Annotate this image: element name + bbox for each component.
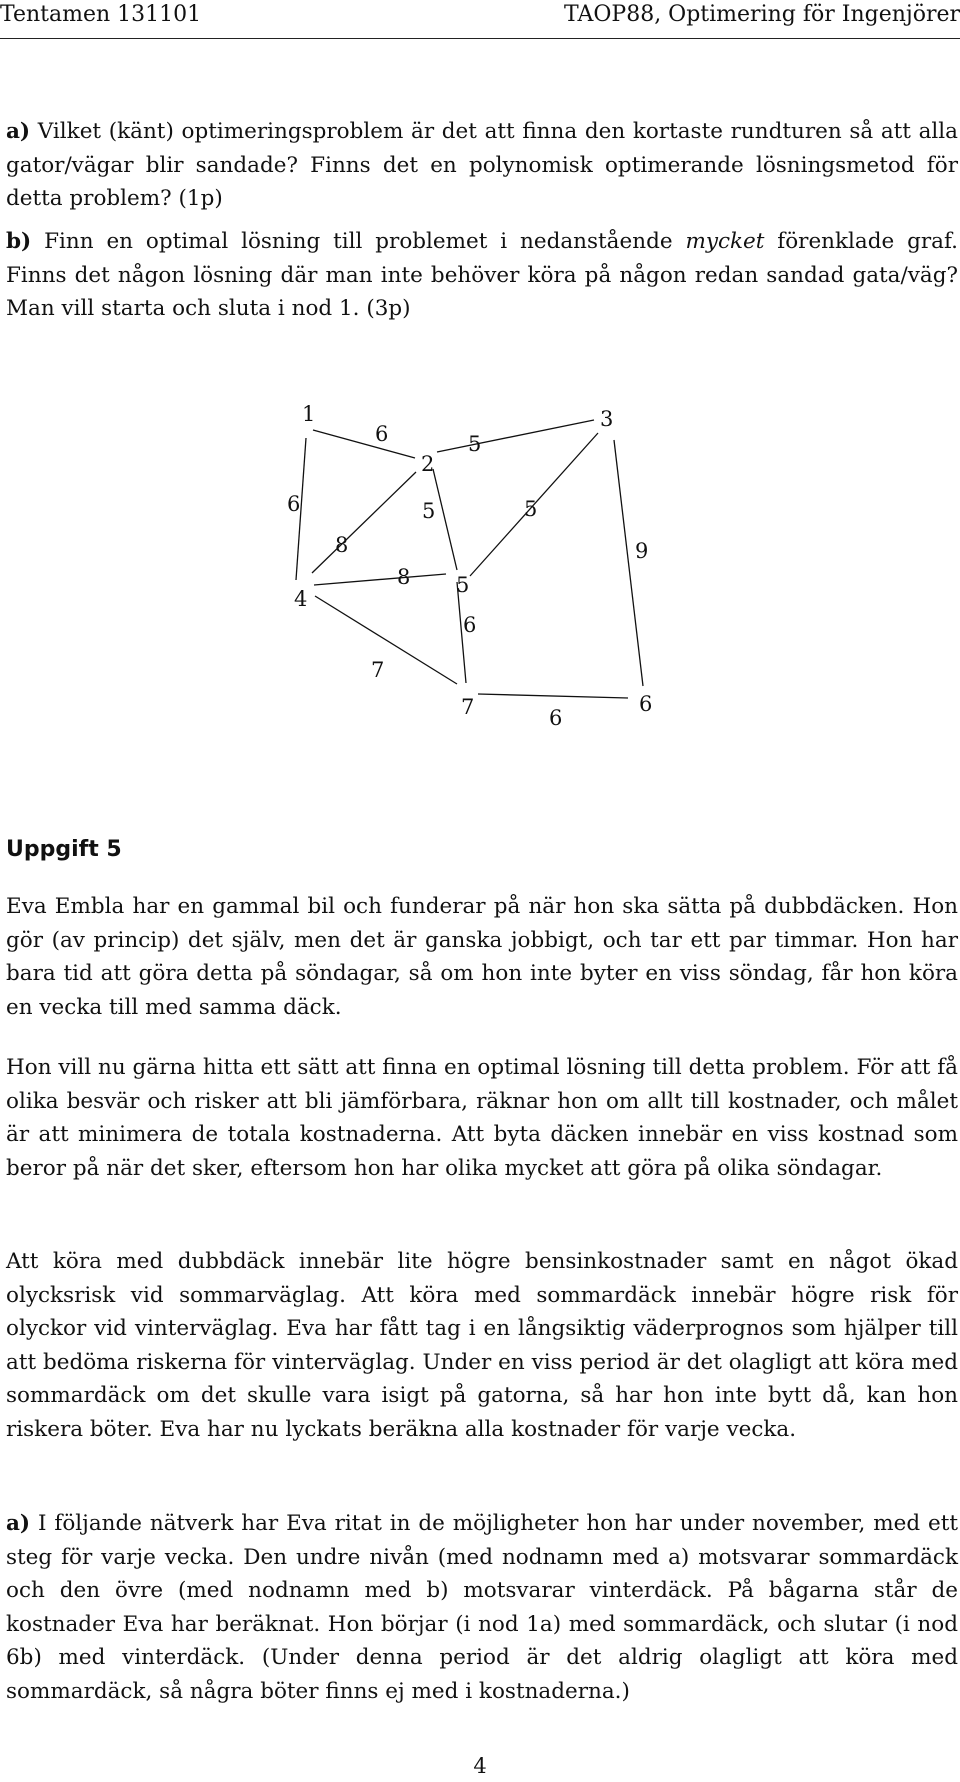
graph-edges bbox=[296, 420, 643, 698]
weight-2-5: 5 bbox=[422, 499, 436, 523]
node-2: 2 bbox=[421, 452, 435, 476]
part-b-text-1: Finn en optimal lösning till problemet i nedanstående bbox=[31, 229, 686, 254]
question-part-b bbox=[6, 225, 958, 326]
edge-4-5 bbox=[314, 574, 446, 585]
weight-4-7: 7 bbox=[371, 658, 385, 682]
part-b-italic: mycket bbox=[685, 229, 765, 254]
paragraph-4-text: I följande nätverk har Eva ritat in de möjligheter hon har under november, med ett steg för varje vecka. Den undre nivån (med nodnamn med a) motsvarar sommardäck och den övre (med nodnamn med b) motsvarar vinterdäck. På bågarna står de kostnader Eva har beräknat. Hon börjar (i nod 1a) med sommardäck, och slutar (i nod 6b) med vinterdäck. (Under denna period är det aldrig olagligt att köra med sommardäck, så några böter finns ej med i kostnaderna.) bbox=[6, 1511, 958, 1704]
header-left: Tentamen 131101 bbox=[0, 2, 202, 27]
part-b-label: b) bbox=[6, 229, 32, 254]
page-number: 4 bbox=[473, 1754, 487, 1778]
paragraph-1: Eva Embla har en gammal bil och funderar på när hon ska sätta på dubbdäcken. Hon gör (av princip) det själv, men det är ganska jobbigt, och tar ett par timmar. Hon har bara tid att göra detta på söndagar, så om hon inte byter en viss söndag, får hon köra en vecka till med samma däck. bbox=[6, 894, 958, 1020]
node-1: 1 bbox=[302, 402, 316, 426]
part-a-text: Vilket (känt) optimeringsproblem är det att finna den kortaste rundturen så att alla gator/vägar blir sandade? Finns det en polynomisk optimerande lösningsmetod för detta problem? (1p) bbox=[6, 119, 958, 211]
edge-2-3 bbox=[437, 420, 594, 452]
edge-4-7 bbox=[315, 596, 457, 684]
question-part-a bbox=[6, 115, 958, 216]
node-5: 5 bbox=[456, 573, 470, 597]
edge-1-2 bbox=[313, 430, 415, 458]
weight-1-4: 6 bbox=[287, 492, 301, 516]
edge-7-6 bbox=[478, 694, 628, 698]
node-4: 4 bbox=[294, 587, 308, 611]
graph-figure bbox=[0, 380, 960, 760]
weight-5-7: 6 bbox=[463, 613, 477, 637]
part-b-text-2: förenklade graf. Finns det någon lösning där man inte behöver köra på någon redan sandad gata/väg? Man vill starta och sluta i nod 1. (3p) bbox=[6, 229, 958, 321]
part-a-label: a) bbox=[6, 119, 31, 144]
weight-4-2: 8 bbox=[335, 533, 349, 557]
edge-4-2 bbox=[312, 472, 416, 573]
edge-2-5 bbox=[433, 469, 457, 570]
paragraph-2: Hon vill nu gärna hitta ett sätt att finna en optimal lösning till detta problem. För att få olika besvär och risker att bli jämförbara, räknar hon om allt till kostnader, och målet är att minimera de totala kostnaderna. Att byta däcken innebär en viss kostnad som beror på när det sker, eftersom hon har olika mycket att göra på olika söndagar. bbox=[6, 1055, 958, 1181]
header-right: TAOP88, Optimering för Ingenjörer bbox=[564, 2, 960, 27]
paragraph-3: Att köra med dubbdäck innebär lite högre bensinkostnader samt en något ökad olycksrisk vid sommarväglag. Att köra med sommardäck innebär högre risk för olyckor vid vinterväglag. Eva har fått tag i en långsiktig väderprognos som hjälper till att bedöma riskerna för vinterväglag. Under en viss period är det olagligt att köra med sommardäck om det skulle vara isigt på gatorna, så har hon inte bytt då, kan hon riskera böter. Eva har nu lyckats beräkna alla kostnader för varje vecka. bbox=[6, 1249, 958, 1442]
header-rule bbox=[0, 38, 960, 39]
node-6: 6 bbox=[639, 692, 653, 716]
weight-2-3: 5 bbox=[468, 432, 482, 456]
paragraph-4-label: a) bbox=[6, 1511, 31, 1536]
weight-7-6: 6 bbox=[549, 706, 563, 730]
section-heading: Uppgift 5 bbox=[6, 837, 122, 862]
paragraph-4 bbox=[6, 1507, 958, 1708]
weight-3-5: 5 bbox=[524, 497, 538, 521]
weight-4-5: 8 bbox=[397, 565, 411, 589]
weight-1-2: 6 bbox=[375, 422, 389, 446]
weight-3-6: 9 bbox=[635, 539, 649, 563]
edge-3-6 bbox=[614, 440, 643, 686]
node-7: 7 bbox=[461, 695, 475, 719]
node-3: 3 bbox=[600, 407, 614, 431]
